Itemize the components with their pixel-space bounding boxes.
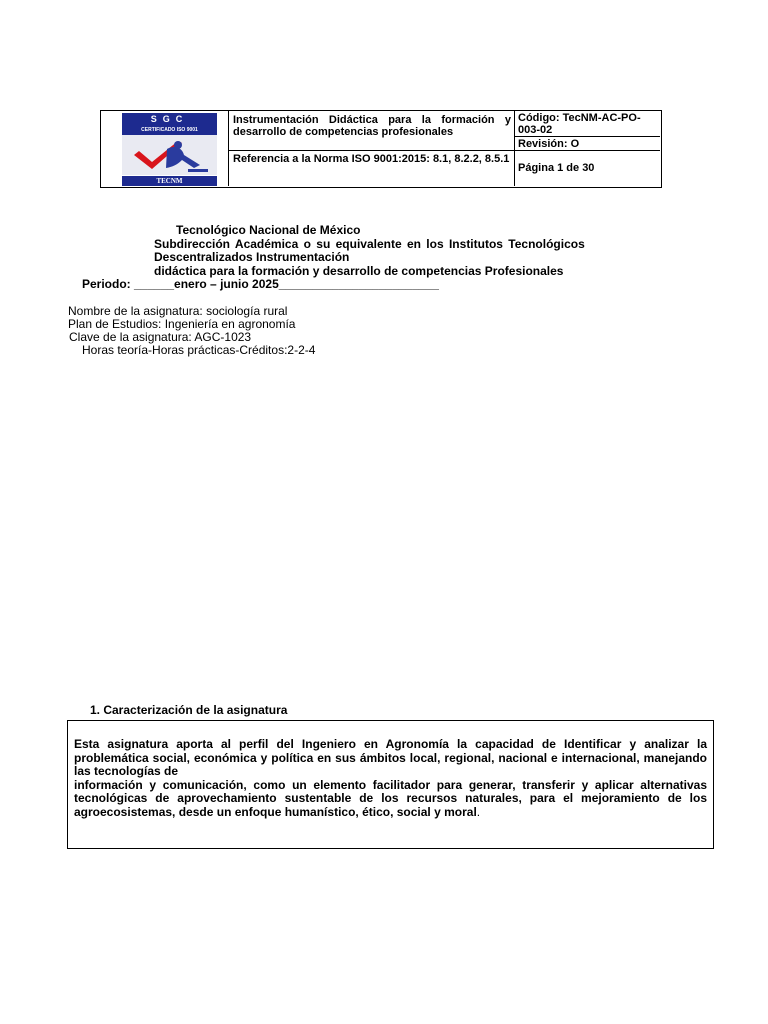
period-line: Periodo: ______enero – junio 2025________________________ (82, 277, 439, 291)
section-1-paragraph-2-text: información y comunicación, como un elemento facilitador para generar, transferir y aplicar alternativas tecnológicas de aprovechamiento sustentable de los recursos naturales, para el mejoramiento de los agroecosistemas, desde un enfoque humanístico, ético, social y moral (74, 777, 707, 819)
subdirection-line: Subdirección Académica o su equivalente en los Institutos Tecnológicos (154, 237, 585, 251)
document-title: Instrumentación Didáctica para la formación y desarrollo de competencias profesionales (229, 111, 515, 151)
page-number: Página 1 de 30 (518, 162, 595, 174)
decentralized-line: Descentralizados Instrumentación (154, 250, 350, 264)
logo-certificate-text: CERTIFICADO ISO 9001 (122, 126, 217, 135)
sgc-tecnm-logo (122, 113, 217, 185)
study-plan: Plan de Estudios: Ingeniería en agronomía (68, 317, 296, 331)
subject-key: Clave de la asignatura: AGC-1023 (69, 330, 252, 344)
section-1-paragraph-1: Esta asignatura aporta al perfil del Ingeniero en Agronomía la capacidad de Identificar y analizar la problemática social, económica y política en sus ámbitos local, regional, nacional e internacional, manejando las tecnologías de (74, 737, 707, 778)
document-code: Código: TecNM-AC-PO-003-02 (515, 111, 660, 137)
logo-top-text: SGC (122, 113, 217, 126)
document-revision: Revisión: O (515, 137, 660, 151)
logo-checkmark-icon (122, 135, 217, 175)
section-1-paragraph-2 (74, 779, 707, 820)
section-1-box (67, 720, 714, 849)
subject-name: Nombre de la asignatura: sociología rural (68, 304, 288, 318)
didactic-line: didáctica para la formación y desarrollo de competencias Profesionales (154, 264, 564, 278)
hours-credits: Horas teoría-Horas prácticas-Créditos:2-2-4 (82, 343, 316, 357)
section-1-paragraph-2-end: . (476, 804, 481, 819)
institution-name: Tecnológico Nacional de México (176, 223, 361, 237)
document-header-table (100, 110, 662, 188)
logo-bottom-text: TECNM (122, 176, 217, 186)
norm-reference: Referencia a la Norma ISO 9001:2015: 8.1, 8.2.2, 8.5.1 (229, 151, 515, 186)
logo-cell (101, 111, 229, 186)
section-1-title: 1. Caracterización de la asignatura (90, 703, 288, 717)
